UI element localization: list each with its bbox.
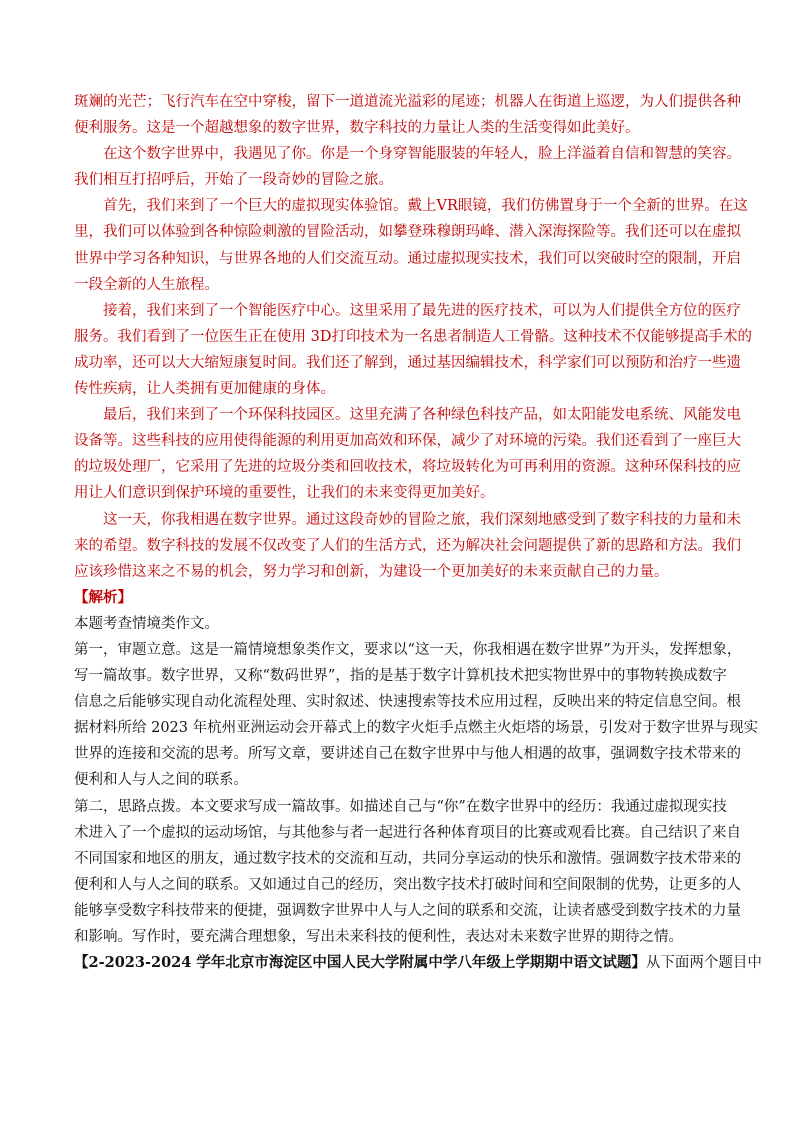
- essay-line: 设备等。这些科技的应用使得能源的利用更加高效和环保，减少了对环境的污染。我们还看到了一座巨大: [74, 433, 741, 450]
- essay-line: 世界中学习各种知识，与世界各地的人们交流互动。通过虚拟现实技术，我们可以突破时空的限制，开启: [74, 250, 741, 267]
- analysis-line: 便利和人与人之间的联系。: [74, 772, 248, 789]
- source-line: [74, 950, 762, 976]
- essay-line: 用让人们意识到保护环境的重要性，让我们的未来变得更加美好。: [74, 485, 495, 502]
- essay-line: 我们相互打招呼后，开始了一段奇妙的冒险之旅。: [74, 172, 393, 189]
- essay-line: 成功率，还可以大大缩短康复时间。我们还了解到，通过基因编辑技术，科学家们可以预防和治疗一些遗: [74, 354, 741, 371]
- analysis-line: 不同国家和地区的朋友，通过数字技术的交流和互动，共同分享运动的快乐和激情。强调数字技术带来的: [74, 850, 741, 867]
- analysis-line: 便利和人与人之间的联系。又如通过自己的经历，突出数字技术打破时间和空间限制的优势，让更多的人: [74, 876, 741, 893]
- essay-line: 接着，我们来到了一个智能医疗中心。这里采用了最先进的医疗技术，可以为人们提供全方位的医疗: [103, 302, 741, 319]
- page-content: [74, 89, 762, 976]
- analysis-line: 第二，思路点拨。本文要求写成一篇故事。如描述自己与“你”在数字世界中的经历：我通过虚拟现实技: [74, 798, 727, 815]
- essay-line: 在这个数字世界中，我遇见了你。你是一个身穿智能服装的年轻人，脸上洋溢着自信和智慧的笑容。: [103, 146, 741, 163]
- essay-line: 传性疾病，让人类拥有更加健康的身体。: [74, 381, 335, 398]
- source-after-text: 从下面两个题目中: [645, 955, 762, 972]
- essay-line: 便利服务。这是一个超越想象的数字世界，数字科技的力量让人类的生活变得如此美好。: [74, 120, 640, 137]
- analysis-heading: 【解析】: [74, 588, 132, 606]
- analysis-line: 写一篇故事。数字世界，又称“数码世界”，指的是基于数字计算机技术把实物世界中的事物转换成数字: [74, 668, 727, 685]
- analysis-line: 世界的连接和交流的思考。所写文章，要讲述自己在数字世界中与他人相遇的故事，强调数字技术带来的: [74, 746, 741, 763]
- essay-line: 应该珍惜这来之不易的机会，努力学习和创新，为建设一个更加美好的未来贡献自己的力量。: [74, 563, 669, 580]
- essay-line: 最后，我们来到了一个环保科技园区。这里充满了各种绿色科技产品，如太阳能发电系统、风能发电: [103, 407, 741, 424]
- essay-line: 一段全新的人生旅程。: [74, 276, 219, 293]
- analysis-line: 据材料所给 2023 年杭州亚洲运动会开幕式上的数字火炬手点燃主火炬塔的场景，引发对于数字世界与现实: [74, 720, 759, 737]
- source-label: 【2-2023-2024 学年北京市海淀区中国人民大学附属中学八年级上学期期中语文试题】: [74, 954, 646, 972]
- essay-line: 首先，我们来到了一个巨大的虚拟现实体验馆。戴上VR眼镜，我们仿佛置身于一个全新的世界。在这: [103, 198, 748, 215]
- analysis-line: 第一，审题立意。这是一篇情境想象类作文，要求以“这一天，你我相遇在数字世界”为开头，发挥想象，: [74, 641, 742, 658]
- analysis-section: [74, 611, 759, 950]
- essay-line: 服务。我们看到了一位医生正在使用 3D打印技术为一名患者制造人工骨骼。这种技术不仅能够提高手术的: [74, 328, 752, 345]
- analysis-line: 信息之后能够实现自动化流程处理、实时叙述、快速搜索等技术应用过程，反映出来的特定信息空间。根: [74, 694, 741, 711]
- analysis-line: 和影响。写作时，要充满合理想象，写出未来科技的便利性，表达对未来数字世界的期待之情。: [74, 929, 683, 945]
- analysis-line: 术进入了一个虚拟的运动场馆，与其他参与者一起进行各种体育项目的比赛或观看比赛。自己结识了来自: [74, 824, 741, 841]
- analysis-line: 本题考查情境类作文。: [74, 615, 219, 632]
- essay-line: 里，我们可以体验到各种惊险刺激的冒险活动，如攀登珠穆朗玛峰、潜入深海探险等。我们还可以在虚拟: [74, 224, 741, 241]
- essay-line: 这一天，你我相遇在数字世界。通过这段奇妙的冒险之旅，我们深刻地感受到了数字科技的力量和未: [103, 511, 741, 528]
- analysis-line: 能够享受数字科技带来的便捷，强调数字世界中人与人之间的联系和交流，让读者感受到数字技术的力量: [74, 902, 741, 919]
- essay-line: 的垃圾处理厂，它采用了先进的垃圾分类和回收技术，将垃圾转化为可再利用的资源。这种环保科技的应: [74, 459, 741, 476]
- essay-line: 来的希望。数字科技的发展不仅改变了人们的生活方式，还为解决社会问题提供了新的思路和方法。我们: [74, 537, 741, 554]
- essay-section: [74, 89, 752, 585]
- essay-line: 斑斓的光芒；飞行汽车在空中穿梭，留下一道道流光溢彩的尾迹；机器人在街道上巡逻，为人们提供各种: [74, 94, 741, 110]
